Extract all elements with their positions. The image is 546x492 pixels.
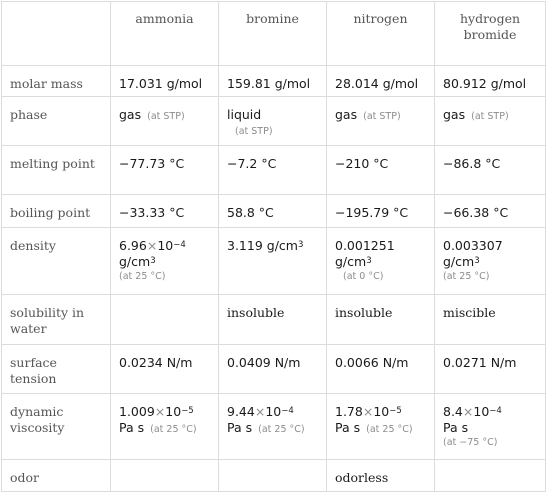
corner-cell [2,2,111,66]
cell-value [111,295,219,345]
row-label: boiling point [2,195,111,228]
cell-value: insoluble [219,295,327,345]
properties-table [1,1,546,492]
row-surface-tension [2,345,546,394]
condition-note: (at 0 °C) [343,271,384,282]
cell-value [111,394,219,460]
cell-value [111,228,219,295]
condition-note: (at STP) [147,111,185,122]
value-text: liquid [227,107,262,122]
value-text: $9.44\times 10^{-4}$ [227,404,294,419]
cell-value [219,394,327,460]
cell-value [435,394,546,460]
row-solubility [2,295,546,345]
column-header-hydrogen-bromide: hydrogen bromide [435,2,546,66]
row-label: odor [2,460,111,492]
row-boiling-point [2,195,546,228]
cell-value [219,460,327,492]
row-density [2,228,546,295]
condition-note: (at 25 °C) [443,271,490,282]
cell-value [111,460,219,492]
row-odor [2,460,546,492]
cell-value: −195.79 °C [327,195,435,228]
cell-value: 0.0066 N/m [327,345,435,394]
value-text: gas [443,107,466,122]
unit-text: Pa s [227,420,253,435]
value-text: 0.003307 [443,238,503,253]
condition-note: (at 25 °C) [119,271,166,282]
cell-value [327,228,435,295]
row-label: surface tension [2,345,111,394]
value-text: 0.001251 [335,238,395,253]
cell-value: −77.73 °C [111,146,219,195]
cell-value [327,394,435,460]
cell-value: 28.014 g/mol [327,66,435,97]
value-text: $1.78\times 10^{-5}$ [335,404,402,419]
condition-note: (at STP) [363,111,401,122]
value-text: 3.119 g/cm [227,238,298,253]
row-melting-point [2,146,546,195]
cell-value [111,97,219,146]
row-phase [2,97,546,146]
cell-value: odorless [327,460,435,492]
row-label: solubility in water [2,295,111,345]
value-text: $8.4\times 10^{-4}$ [443,404,502,419]
unit-text: Pa s [443,420,469,435]
column-header-nitrogen: nitrogen [327,2,435,66]
cell-value [219,97,327,146]
condition-note: (at STP) [235,126,273,137]
row-label: density [2,228,111,295]
cell-value: 17.031 g/mol [111,66,219,97]
row-label: phase [2,97,111,146]
condition-note: (at −75 °C) [443,437,498,448]
condition-note: (at 25 °C) [258,424,305,435]
cell-value: 0.0234 N/m [111,345,219,394]
cell-value: 0.0409 N/m [219,345,327,394]
header-row [2,2,546,66]
value-text: $6.96\times 10^{-4}$ [119,238,186,253]
condition-note: (at 25 °C) [366,424,413,435]
cell-value: miscible [435,295,546,345]
cell-value [219,228,327,295]
cell-value [435,228,546,295]
cell-value [435,97,546,146]
unit-text: $g/cm^3$ [119,254,156,269]
unit-text: $g/cm^3$ [335,254,372,269]
cell-value: 159.81 g/mol [219,66,327,97]
cell-value: −86.8 °C [435,146,546,195]
cell-value: −210 °C [327,146,435,195]
unit-exponent: 3 [297,240,304,250]
row-molar-mass [2,66,546,97]
value-text: gas [119,107,142,122]
cell-value: −33.33 °C [111,195,219,228]
column-header-ammonia: ammonia [111,2,219,66]
row-dynamic-viscosity [2,394,546,460]
unit-text: Pa s [335,420,361,435]
cell-value [327,97,435,146]
unit-text: $g/cm^3$ [443,254,480,269]
cell-value [435,460,546,492]
value-text: $1.009\times 10^{-5}$ [119,404,194,419]
cell-value: insoluble [327,295,435,345]
row-label: molar mass [2,66,111,97]
condition-note: (at STP) [471,111,509,122]
cell-value: −66.38 °C [435,195,546,228]
cell-value: 0.0271 N/m [435,345,546,394]
column-header-bromine: bromine [219,2,327,66]
unit-text: Pa s [119,420,145,435]
condition-note: (at 25 °C) [150,424,197,435]
cell-value: −7.2 °C [219,146,327,195]
row-label: melting point [2,146,111,195]
cell-value: 80.912 g/mol [435,66,546,97]
cell-value: 58.8 °C [219,195,327,228]
value-text: gas [335,107,358,122]
row-label: dynamic viscosity [2,394,111,460]
